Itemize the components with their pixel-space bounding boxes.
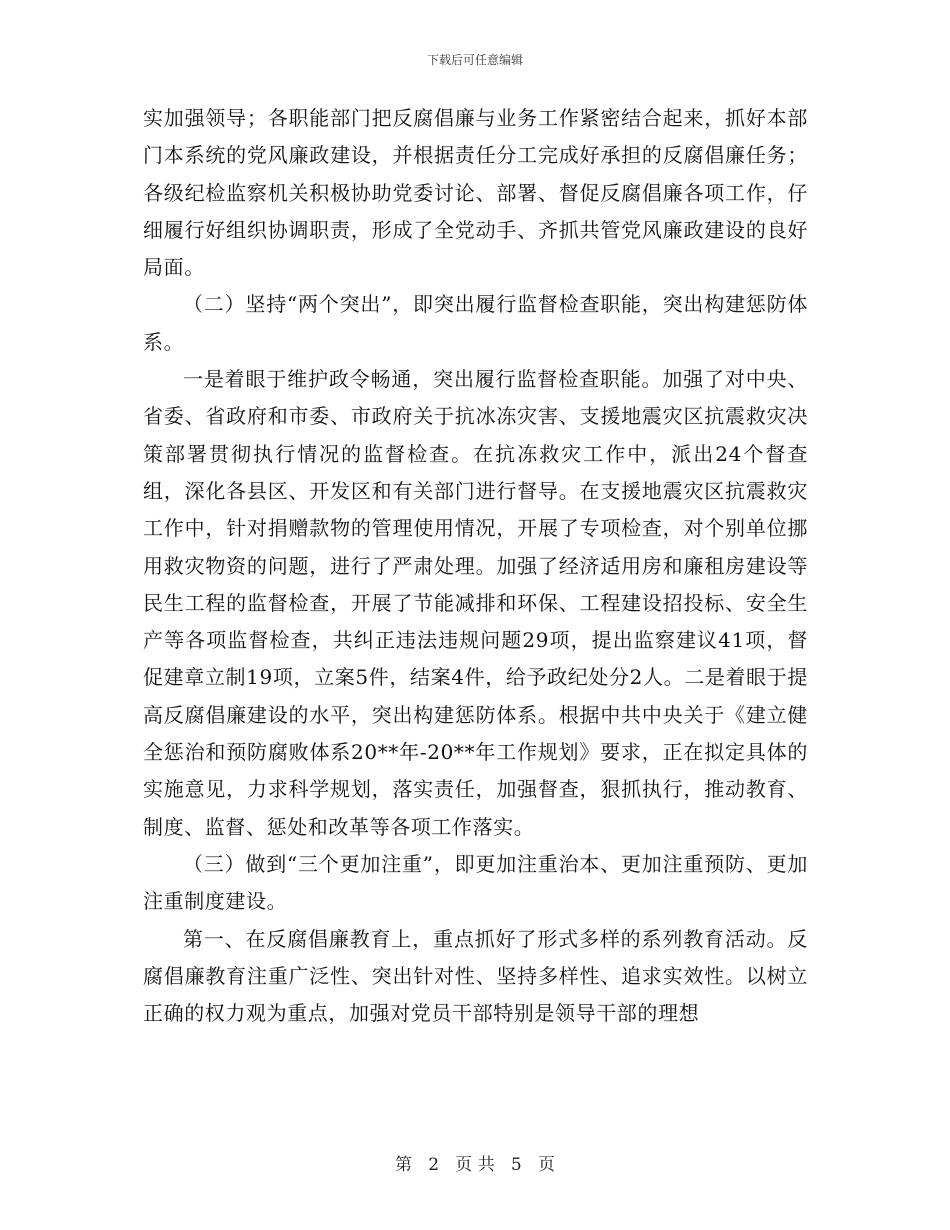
paragraph-2: （二）坚持“两个突出”，即突出履行监督检查职能，突出构建惩防体系。	[143, 292, 808, 354]
page-header	[0, 52, 950, 68]
paragraph-5: 第一、在反腐倡廉教育上，重点抓好了形式多样的系列教育活动。反腐倡廉教育注重广泛性、突出针对性、坚持多样性、追求实效性。以树立正确的权力观为重点，加强对党员干部特别是领导干部的理想	[143, 926, 808, 1026]
header-note: 下载后可任意编辑	[426, 53, 523, 67]
document-body	[143, 100, 808, 1032]
total-page-count: 5	[510, 1155, 522, 1175]
footer-suffix: 页	[537, 1155, 555, 1175]
paragraph-1: 实加强领导；各职能部门把反腐倡廉与业务工作紧密结合起来，抓好本部门本系统的党风廉政建设，并根据责任分工完成好承担的反腐倡廉任务；各级纪检监察机关积极协助党委讨论、部署、督促反腐倡廉各项工作，仔细履行好组织协调职责，形成了全党动手、齐抓共管党风廉政建设的良好局面。	[143, 106, 808, 280]
current-page-number: 2	[428, 1155, 440, 1175]
footer-prefix: 第	[395, 1155, 413, 1175]
page-footer	[0, 1154, 950, 1176]
paragraph-4: （三）做到“三个更加注重”，即更加注重治本、更加注重预防、更加注重制度建设。	[143, 851, 808, 914]
paragraph-3: 一是着眼于维护政令畅通，突出履行监督检查职能。加强了对中央、省委、省政府和市委、市政府关于抗冰冻灾害、支援地震灾区抗震救灾决策部署贯彻执行情况的监督检查。在抗冻救灾工作中，派出24个督查组，深化各县区、开发区和有关部门进行督导。在支援地震灾区抗震救灾工作中，针对捐赠款物的管理使用情况，开展了专项检查，对个别单位挪用救灾物资的问题，进行了严肃处理。加强了经济适用房和廉租房建设等民生工程的监督检查，开展了节能减排和环保、工程建设招投标、安全生产等各项监督检查，共纠正违法违规问题29项，提出监察建议41项，督促建章立制19项，立案5件，结案4件，给予政纪处分2人。二是着眼于提高反腐倡廉建设的水平，突出构建惩防体系。根据中共中央关于《建立健全惩治和预防腐败体系20**年-20**年工作规划》要求，正在拟定具体的实施意见，力求科学规划，落实责任，加强督查，狠抓执行，推动教育、制度、监督、惩处和改革等各项工作落实。	[143, 367, 808, 839]
footer-middle: 页 共	[455, 1155, 495, 1175]
